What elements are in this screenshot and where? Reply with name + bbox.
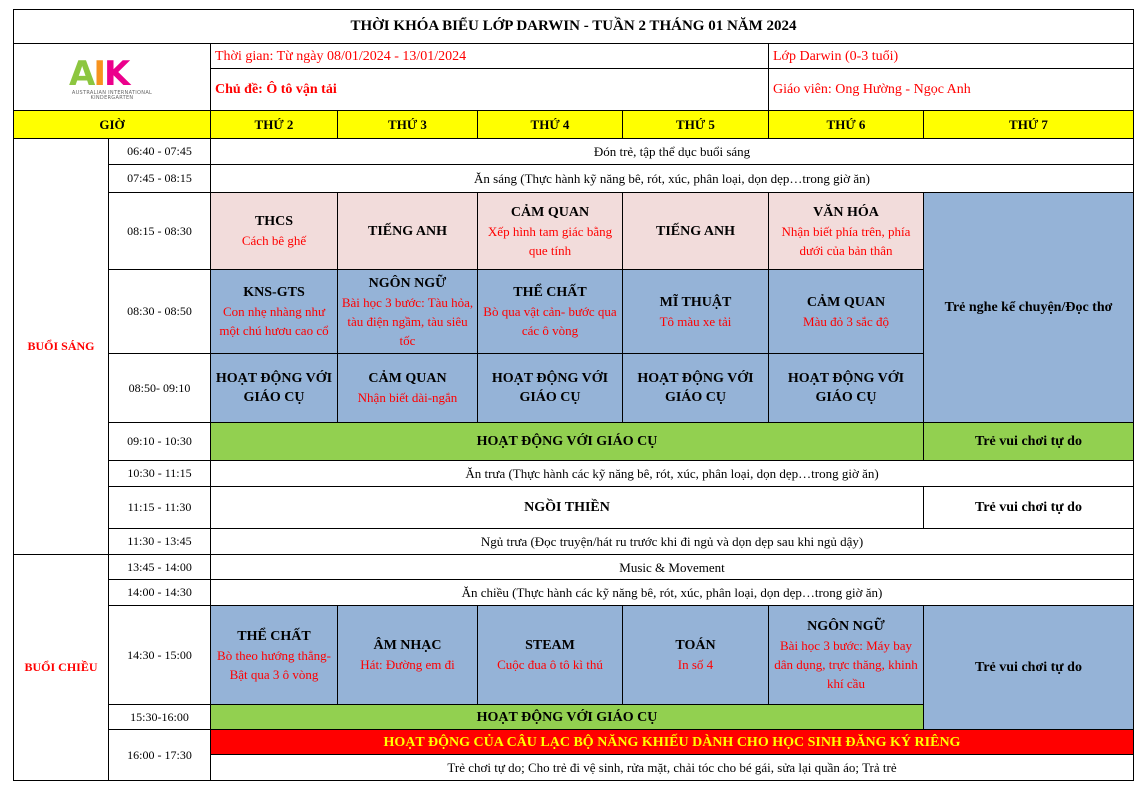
session-afternoon: BUỔI CHIỀU (14, 555, 109, 781)
lunch-activity: Ăn trưa (Thực hành các kỹ năng bê, rót, xúc, phân loại, dọn dẹp…trong giờ ăn) (211, 461, 1134, 487)
time-slot: 07:45 - 08:15 (109, 165, 211, 193)
time-slot: 08:30 - 08:50 (109, 270, 211, 354)
snack-activity: Ăn chiều (Thực hành các kỹ năng bê, rót, xúc, phân loại, dọn dẹp…trong giờ ăn) (211, 580, 1134, 606)
teachers: Giáo viên: Ong Hường - Ngọc Anh (769, 69, 1134, 111)
lesson-cell: TOÁN In số 4 (623, 606, 769, 705)
lesson-cell: TIẾNG ANH (623, 193, 769, 270)
header-day: THỨ 4 (478, 111, 623, 139)
lesson-cell: NGÔN NGỮ Bài học 3 bước: Máy bay dân dụng, trực thăng, khinh khí cầu (769, 606, 924, 705)
logo-cell (14, 44, 211, 111)
nap-activity: Ngủ trưa (Đọc truyện/hát ru trước khi đi ngủ và dọn dẹp sau khi ngủ dậy) (211, 529, 1134, 555)
timetable-title: THỜI KHÓA BIỂU LỚP DARWIN - TUẦN 2 THÁNG 01 NĂM 2024 (14, 10, 1134, 44)
timetable (13, 9, 1134, 781)
time-slot: 14:30 - 15:00 (109, 606, 211, 705)
lesson-cell: THCS Cách bê ghế (211, 193, 338, 270)
saturday-story: Trẻ nghe kể chuyện/Đọc thơ (924, 193, 1134, 423)
free-play: Trẻ vui chơi tự do (924, 606, 1134, 730)
free-play: Trẻ vui chơi tự do (924, 423, 1134, 461)
free-play: Trẻ vui chơi tự do (924, 487, 1134, 529)
lesson-cell: CẢM QUAN Nhận biết dài-ngắn (338, 354, 478, 423)
header-day: THỨ 5 (623, 111, 769, 139)
class-name: Lớp Darwin (0-3 tuổi) (769, 44, 1134, 69)
lesson-cell: HOẠT ĐỘNG VỚI GIÁO CỤ (211, 354, 338, 423)
meditation-activity: NGỒI THIỀN (211, 487, 924, 529)
time-slot: 15:30-16:00 (109, 705, 211, 730)
theme: Chủ đề: Ô tô vận tải (211, 69, 769, 111)
lesson-cell: NGÔN NGỮ Bài học 3 bước: Tàu hỏa, tàu điện ngầm, tàu siêu tốc (338, 270, 478, 354)
header-time: GIỜ (14, 111, 211, 139)
time-slot: 11:15 - 11:30 (109, 487, 211, 529)
lesson-cell: STEAM Cuộc đua ô tô kì thú (478, 606, 623, 705)
school-logo: AIK AUSTRALIAN INTERNATIONAL KINDERGARTEN (69, 54, 153, 101)
lesson-cell: THỂ CHẤT Bò qua vật cản- bước qua các ô vòng (478, 270, 623, 354)
header-day: THỨ 6 (769, 111, 924, 139)
time-slot: 13:45 - 14:00 (109, 555, 211, 580)
time-slot: 14:00 - 14:30 (109, 580, 211, 606)
montessori-activity: HOẠT ĐỘNG VỚI GIÁO CỤ (211, 705, 924, 730)
montessori-activity: HOẠT ĐỘNG VỚI GIÁO CỤ (211, 423, 924, 461)
lesson-cell: THỂ CHẤT Bò theo hướng thẳng-Bật qua 3 ô vòng (211, 606, 338, 705)
lesson-cell: HOẠT ĐỘNG VỚI GIÁO CỤ (478, 354, 623, 423)
lesson-cell: CẢM QUAN Màu đỏ 3 sắc độ (769, 270, 924, 354)
breakfast-activity: Ăn sáng (Thực hành kỹ năng bê, rót, xúc, phân loại, dọn dẹp…trong giờ ăn) (211, 165, 1134, 193)
time-slot: 11:30 - 13:45 (109, 529, 211, 555)
lesson-cell: VĂN HÓA Nhận biết phía trên, phía dưới của bản thân (769, 193, 924, 270)
session-morning: BUỔI SÁNG (14, 139, 109, 555)
lesson-cell: HOẠT ĐỘNG VỚI GIÁO CỤ (769, 354, 924, 423)
header-day: THỨ 2 (211, 111, 338, 139)
pickup-activity: Trẻ chơi tự do; Cho trẻ đi vệ sinh, rửa mặt, chải tóc cho bé gái, sửa lại quần áo; Trả trẻ (211, 755, 1134, 781)
lesson-cell: CẢM QUAN Xếp hình tam giác bằng que tính (478, 193, 623, 270)
arrival-activity: Đón trẻ, tập thể dục buổi sáng (211, 139, 1134, 165)
time-slot: 10:30 - 11:15 (109, 461, 211, 487)
lesson-cell: TIẾNG ANH (338, 193, 478, 270)
time-slot: 16:00 - 17:30 (109, 730, 211, 781)
lesson-cell: HOẠT ĐỘNG VỚI GIÁO CỤ (623, 354, 769, 423)
header-day: THỨ 3 (338, 111, 478, 139)
time-range: Thời gian: Từ ngày 08/01/2024 - 13/01/2024 (211, 44, 769, 69)
lesson-cell: MĨ THUẬT Tô màu xe tải (623, 270, 769, 354)
music-activity: Music & Movement (211, 555, 1134, 580)
time-slot: 09:10 - 10:30 (109, 423, 211, 461)
lesson-cell: KNS-GTS Con nhẹ nhàng như một chú hươu cao cổ (211, 270, 338, 354)
lesson-cell: ÂM NHẠC Hát: Đường em đi (338, 606, 478, 705)
time-slot: 08:15 - 08:30 (109, 193, 211, 270)
header-day: THỨ 7 (924, 111, 1134, 139)
time-slot: 06:40 - 07:45 (109, 139, 211, 165)
club-activity: HOẠT ĐỘNG CỦA CÂU LẠC BỘ NĂNG KHIẾU DÀNH CHO HỌC SINH ĐĂNG KÝ RIÊNG (211, 730, 1134, 755)
time-slot: 08:50- 09:10 (109, 354, 211, 423)
